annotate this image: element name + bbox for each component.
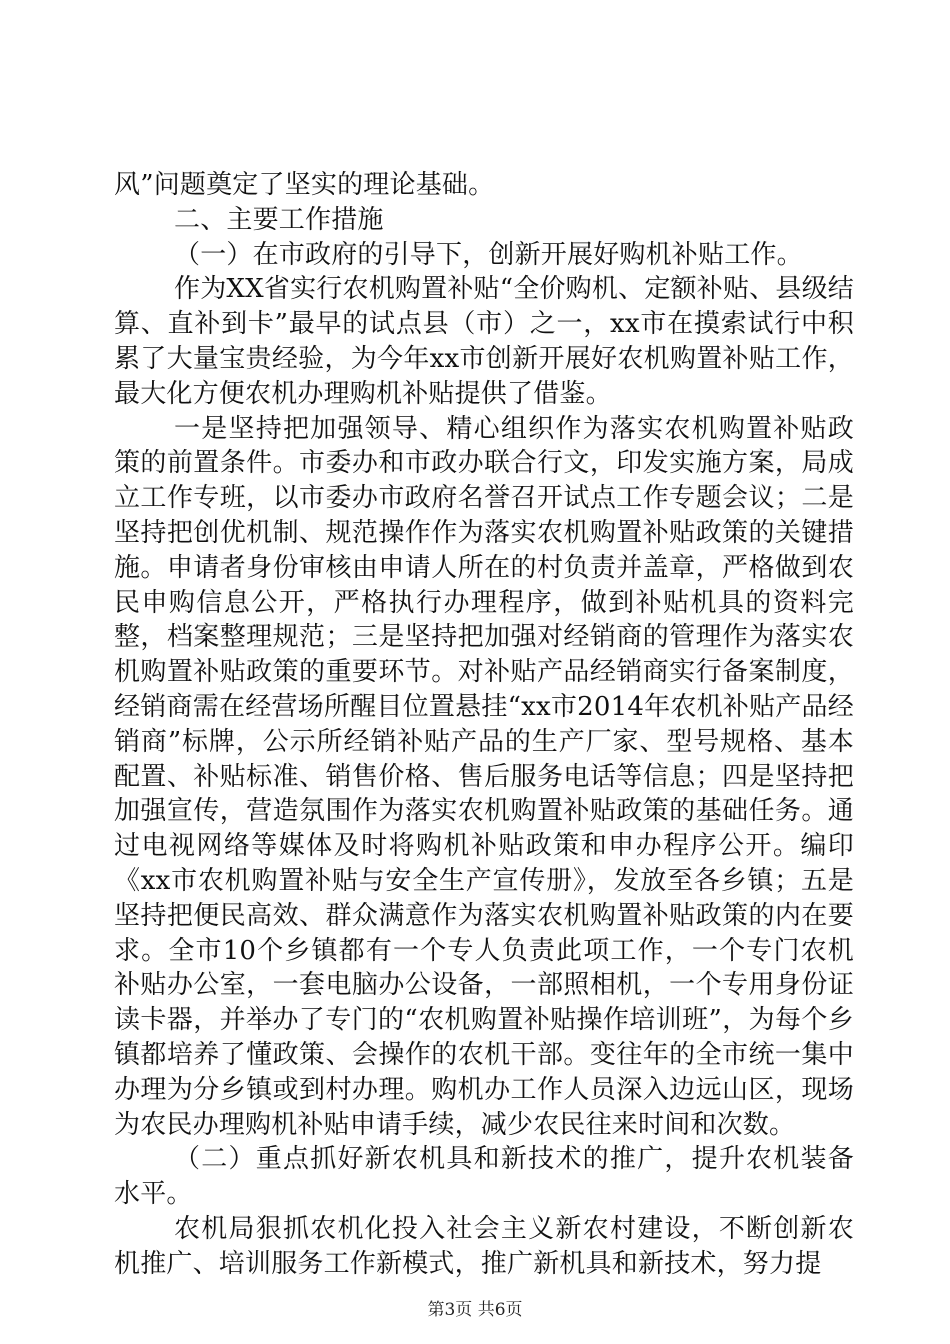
paragraph-continuation: 风”问题奠定了坚实的理论基础。 [114, 170, 495, 200]
paragraph-pilot-experience: 作为XX省实行农机购置补贴“全价购机、定额补贴、县级结算、直补到卡”最早的试点县（市）之一，xx市在摸索试行中积累了大量宝贵经验，为今年xx市创新开展好农机购置补贴工作，最大化方便农机办理购机补贴提供了借鉴。 [114, 274, 854, 409]
section-heading-main-measures: 二、主要工作措施 [174, 204, 384, 235]
subsection-heading-1: （一）在市政府的引导下，创新开展好购机补贴工作。 [174, 239, 803, 270]
subsection-heading-2: （二）重点抓好新农机具和新技术的推广，提升农机装备水平。 [114, 1144, 854, 1210]
document-body [114, 168, 854, 1282]
paragraph-five-measures: 一是坚持把加强领导、精心组织作为落实农机购置补贴政策的前置条件。市委办和市政办联合行文，印发实施方案，局成立工作专班，以市委办市政府名誉召开试点工作专题会议；二是坚持把创优机制、规范操作作为落实农机购置补贴政策的关键措施。申请者身份审核由申请人所在的村负责并盖章，严格做到农民申购信息公开，严格执行办理程序，做到补贴机具的资料完整，档案整理规范；三是坚持把加强对经销商的管理作为落实农机购置补贴政策的重要环节。对补贴产品经销商实行备案制度，经销商需在经营场所醒目位置悬挂“xx市2014年农机补贴产品经销商”标牌，公示所经销补贴产品的生产厂家、型号规格、基本配置、补贴标准、销售价格、售后服务电话等信息；四是坚持把加强宣传，营造氛围作为落实农机购置补贴政策的基础任务。通过电视网络等媒体及时将购机补贴政策和申办程序公开。编印《xx市农机购置补贴与安全生产宣传册》，发放至各乡镇；五是坚持把便民高效、群众满意作为落实农机购置补贴政策的内在要求。全市10个乡镇都有一个专人负责此项工作，一个专门农机补贴办公室，一套电脑办公设备，一部照相机，一个专用身份证读卡器，并举办了专门的“农机购置补贴操作培训班”，为每个乡镇都培养了懂政策、会操作的农机干部。变往年的全市统一集中办理为分乡镇或到村办理。购机办工作人员深入边远山区，现场为农民办理购机补贴申请手续，减少农民往来时间和次数。 [114, 413, 854, 1140]
page-number-footer: 第3页 共6页 [427, 1300, 523, 1320]
paragraph-promotion: 农机局狠抓农机化投入社会主义新农村建设，不断创新农机推广、培训服务工作新模式，推广新机具和新技术，努力提 [114, 1213, 854, 1279]
